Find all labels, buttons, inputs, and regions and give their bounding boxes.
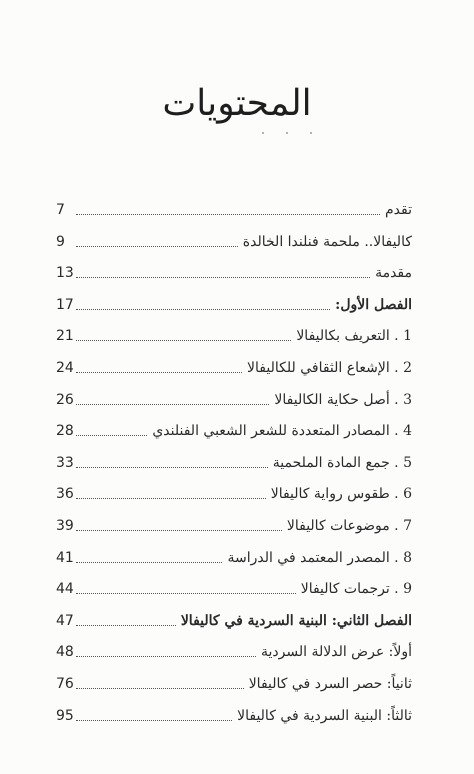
toc-entry[interactable] <box>56 575 412 599</box>
toc-page-number: 24 <box>56 360 74 376</box>
dot-leader <box>76 592 296 594</box>
toc-entry[interactable] <box>56 607 412 631</box>
toc-entry-label: 2 . الإشعاع الثقافي للكاليفالا <box>247 360 412 376</box>
dot-leader <box>76 276 370 278</box>
dot-leader <box>76 624 176 626</box>
toc-entry[interactable] <box>56 449 412 473</box>
toc-entry[interactable] <box>56 702 412 726</box>
toc-page-number: 39 <box>56 518 74 534</box>
dot-leader <box>76 403 269 405</box>
dot-leader <box>76 497 266 499</box>
toc-page-number: 17 <box>56 297 74 313</box>
toc-page-number: 33 <box>56 455 74 471</box>
dot-leader <box>76 687 244 689</box>
dot-leader <box>76 655 256 657</box>
toc-entry[interactable] <box>56 354 412 378</box>
toc-entry-label: 9 . ترجمات كاليفالا <box>300 581 412 597</box>
toc-page-number: 7 <box>56 202 65 218</box>
toc-entry-label: الفصل الثاني: البنية السردية في كاليفالا <box>180 613 412 629</box>
toc-entry-label: الفصل الأول: <box>335 297 412 313</box>
toc-entry[interactable] <box>56 544 412 568</box>
toc-entry-label: مقدمة <box>375 265 412 281</box>
page-title: المحتويات <box>162 83 312 124</box>
toc-page-number: 28 <box>56 423 74 439</box>
toc-entry-label: ثانياً: حصر السرد في كاليفالا <box>248 676 412 692</box>
toc-entry-label: 6 . طقوس رواية كاليفالا <box>270 486 412 502</box>
toc-entry[interactable] <box>56 670 412 694</box>
toc-page-number: 47 <box>56 613 74 629</box>
toc-entry-label: 3 . أصل حكاية الكاليفالا <box>274 392 412 408</box>
toc-entry-label: 5 . جمع المادة الملحمية <box>272 455 412 471</box>
dot-leader <box>76 213 380 215</box>
toc-entry-label: 4 . المصادر المتعددة للشعر الشعبي الفنلندي <box>152 423 412 439</box>
toc-entry[interactable] <box>56 512 412 536</box>
toc-entry-label: 1 . التعريف بكاليفالا <box>296 328 412 344</box>
dot-leader <box>76 371 242 373</box>
toc-entry[interactable] <box>56 259 412 283</box>
toc-page-number: 21 <box>56 328 74 344</box>
toc-entry-label: ثالثاً: البنية السردية في كاليفالا <box>237 708 412 724</box>
dot-leader <box>76 245 238 247</box>
toc-entry[interactable] <box>56 291 412 315</box>
toc-page-number: 95 <box>56 708 74 724</box>
dot-leader <box>76 529 282 531</box>
toc-page-number: 9 <box>56 234 65 250</box>
toc-entry-label: أولاً: عرض الدلالة السردية <box>261 644 412 660</box>
dot-leader <box>76 719 232 721</box>
toc-entry[interactable] <box>56 386 412 410</box>
toc-entry[interactable] <box>56 228 412 252</box>
dot-leader <box>76 434 147 436</box>
toc-entry[interactable] <box>56 417 412 441</box>
dot-leader <box>76 561 222 563</box>
toc-page-number: 41 <box>56 550 74 566</box>
dot-leader <box>76 308 330 310</box>
toc-page-number: 48 <box>56 644 74 660</box>
toc-entry[interactable] <box>56 480 412 504</box>
toc-entry[interactable] <box>56 196 412 220</box>
dot-leader <box>76 466 268 468</box>
toc-page-number: 26 <box>56 392 74 408</box>
toc-entry[interactable] <box>56 638 412 662</box>
title-flourish <box>257 130 317 136</box>
toc-page-number: 44 <box>56 581 74 597</box>
toc-entry[interactable] <box>56 322 412 346</box>
toc-entry-label: 7 . موضوعات كاليفالا <box>286 518 412 534</box>
toc-page-number: 76 <box>56 676 74 692</box>
dot-leader <box>76 339 291 341</box>
toc-page-number: 36 <box>56 486 74 502</box>
toc-entry-label: كاليفالا.. ملحمة فنلندا الخالدة <box>242 234 412 250</box>
toc-entry-label: تقدم <box>385 202 412 218</box>
toc-page-number: 13 <box>56 265 74 281</box>
toc-entry-label: 8 . المصدر المعتمد في الدراسة <box>227 550 412 566</box>
